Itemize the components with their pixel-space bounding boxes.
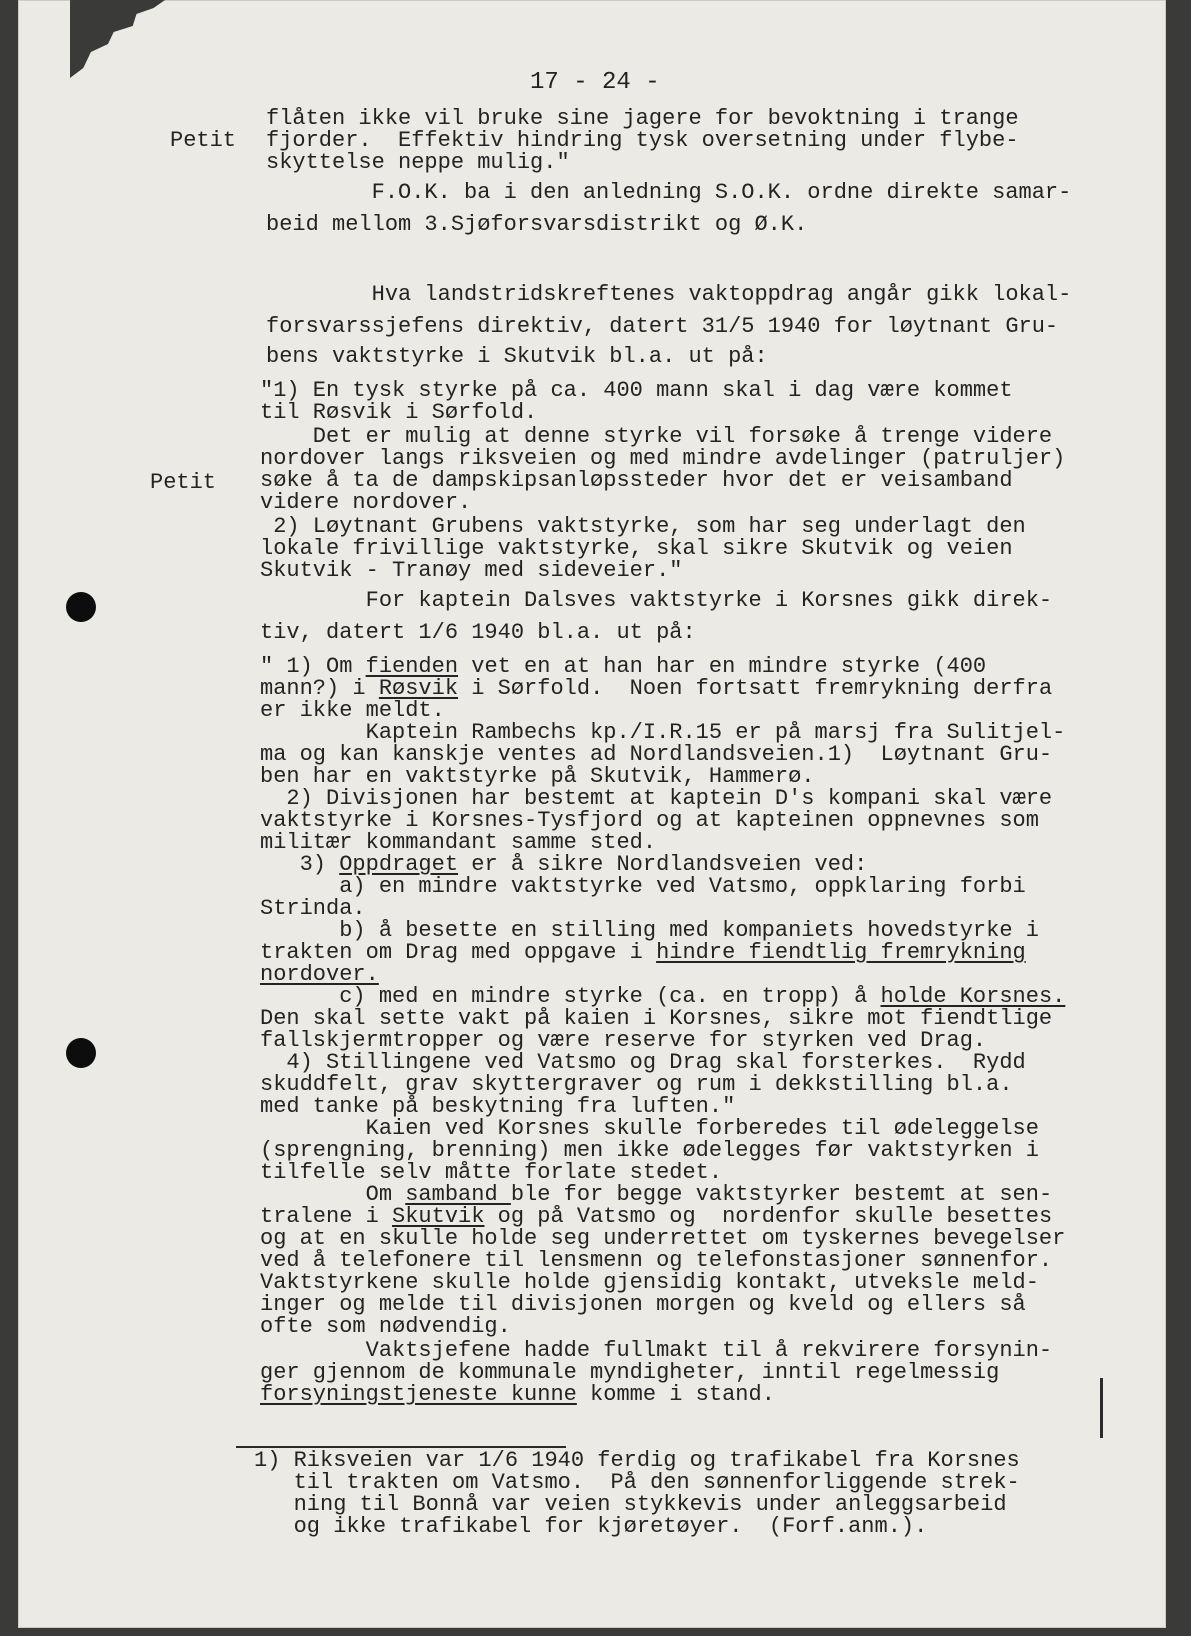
body-line: søke å ta de dampskipsanløpssteder hvor det er veisamband xyxy=(260,468,1013,493)
body-line: Den skal sette vakt på kaien i Korsnes, sikre mot fiendtlige xyxy=(260,1006,1053,1031)
body-line: For kaptein Dalsves vaktstyrke i Korsnes gikk direk- xyxy=(260,588,1053,613)
body-line: lokale frivillige vaktstyrke, skal sikre Skutvik og veien xyxy=(260,536,1013,561)
body-line: fjorder. Effektiv hindring tysk oversetning under flybe- xyxy=(266,128,1019,153)
footnote-line: 1) Riksveien var 1/6 1940 ferdig og trafikabel fra Korsnes xyxy=(254,1448,1020,1473)
body-line: ger gjennom de kommunale myndigheter, inntil regelmessig xyxy=(260,1360,1000,1385)
body-line: nordover langs riksveien og med mindre avdelinger (patruljer) xyxy=(260,446,1066,471)
body-line: flåten ikke vil bruke sine jagere for bevoktning i trange xyxy=(266,106,1019,131)
body-line: F.O.K. ba i den anledning S.O.K. ordne direkte samar- xyxy=(266,180,1072,205)
body-line: b) å besette en stilling med kompaniets hovedstyrke i xyxy=(260,918,1039,943)
torn-corner xyxy=(70,0,165,100)
edge-mark xyxy=(1100,1378,1103,1438)
body-line: Om samband ble for begge vaktstyrker bestemt at sen- xyxy=(260,1182,1053,1207)
body-line: inger og melde til divisjonen morgen og kveld og ellers så xyxy=(260,1292,1026,1317)
footnote-line: og ikke trafikabel for kjøretøyer. (Forf.anm.). xyxy=(254,1514,928,1539)
body-line: tralene i Skutvik og på Vatsmo og nordenfor skulle besettes xyxy=(260,1204,1053,1229)
punch-hole-top xyxy=(66,592,96,622)
footnote-line: ning til Bonnå var veien stykkevis under anleggsarbeid xyxy=(254,1492,1007,1517)
body-line: er ikke meldt. xyxy=(260,698,445,723)
body-line: ben har en vaktstyrke på Skutvik, Hammerø. xyxy=(260,764,815,789)
body-line: militær kommandant samme sted. xyxy=(260,830,657,855)
margin-note-petit-2: Petit xyxy=(150,470,217,495)
body-line: videre nordover. xyxy=(260,490,472,515)
body-line: Kaptein Rambechs kp./I.R.15 er på marsj fra Sulitjel- xyxy=(260,720,1066,745)
body-line: ved å telefonere til lensmenn og telefonstasjoner sønnenfor. xyxy=(260,1248,1053,1273)
body-line: Vaktsjefene hadde fullmakt til å rekvirere forsynin- xyxy=(260,1338,1053,1363)
page-number: 17 - 24 - xyxy=(530,69,660,96)
body-line: " 1) Om fienden vet en at han har en mindre styrke (400 xyxy=(260,654,987,679)
body-line: tiv, datert 1/6 1940 bl.a. ut på: xyxy=(260,620,696,645)
body-line: til Røsvik i Sørfold. xyxy=(260,400,538,425)
body-line: fallskjermtropper og være reserve for styrken ved Drag. xyxy=(260,1028,987,1053)
body-line: vaktstyrke i Korsnes-Tysfjord og at kapteinen oppnevnes som xyxy=(260,808,1039,833)
margin-note-petit-1: Petit xyxy=(170,128,237,153)
body-line: Strinda. xyxy=(260,896,366,921)
body-line: bens vaktstyrke i Skutvik bl.a. ut på: xyxy=(266,344,768,369)
body-line: skuddfelt, grav skyttergraver og rum i dekkstilling bl.a. xyxy=(260,1072,1013,1097)
body-line: tilfelle selv måtte forlate stedet. xyxy=(260,1160,723,1185)
body-line: Hva landstridskreftenes vaktoppdrag angår gikk lokal- xyxy=(266,282,1072,307)
body-line: mann?) i Røsvik i Sørfold. Noen fortsatt fremrykning derfra xyxy=(260,676,1053,701)
body-line: "1) En tysk styrke på ca. 400 mann skal i dag være kommet xyxy=(260,378,1013,403)
body-line: og at en skulle holde seg underrettet om tyskernes bevegelser xyxy=(260,1226,1066,1251)
body-line: beid mellom 3.Sjøforsvarsdistrikt og Ø.K. xyxy=(266,212,808,237)
body-line: 2) Løytnant Grubens vaktstyrke, som har seg underlagt den xyxy=(260,514,1026,539)
footnote-line: til trakten om Vatsmo. På den sønnenforliggende strek- xyxy=(254,1470,1020,1495)
body-line: nordover. xyxy=(260,962,379,987)
body-line: skyttelse neppe mulig." xyxy=(266,150,570,175)
body-line: med tanke på beskytning fra luften." xyxy=(260,1094,736,1119)
body-line: 4) Stillingene ved Vatsmo og Drag skal forsterkes. Rydd xyxy=(260,1050,1026,1075)
document-page xyxy=(18,0,1166,1628)
punch-hole-bottom xyxy=(66,1038,96,1068)
body-line: 3) Oppdraget er å sikre Nordlandsveien ved: xyxy=(260,852,868,877)
body-line: Vaktstyrkene skulle holde gjensidig kontakt, utveksle meld- xyxy=(260,1270,1039,1295)
body-line: c) med en mindre styrke (ca. en tropp) å holde Korsnes. xyxy=(260,984,1066,1009)
body-line: trakten om Drag med oppgave i hindre fiendtlig fremrykning xyxy=(260,940,1026,965)
body-line: (sprengning, brenning) men ikke ødelegges før vaktstyrken i xyxy=(260,1138,1039,1163)
body-line: a) en mindre vaktstyrke ved Vatsmo, oppklaring forbi xyxy=(260,874,1026,899)
body-line: forsyningstjeneste kunne komme i stand. xyxy=(260,1382,775,1407)
body-line: Det er mulig at denne styrke vil forsøke å trenge videre xyxy=(260,424,1053,449)
body-line: Kaien ved Korsnes skulle forberedes til ødeleggelse xyxy=(260,1116,1039,1141)
body-line: forsvarssjefens direktiv, datert 31/5 1940 for løytnant Gru- xyxy=(266,314,1059,339)
body-line: 2) Divisjonen har bestemt at kaptein D's kompani skal være xyxy=(260,786,1053,811)
body-line: Skutvik - Tranøy med sideveier." xyxy=(260,558,683,583)
body-line: ofte som nødvendig. xyxy=(260,1314,511,1339)
body-line: ma og kan kanskje ventes ad Nordlandsveien.1) Løytnant Gru- xyxy=(260,742,1053,767)
